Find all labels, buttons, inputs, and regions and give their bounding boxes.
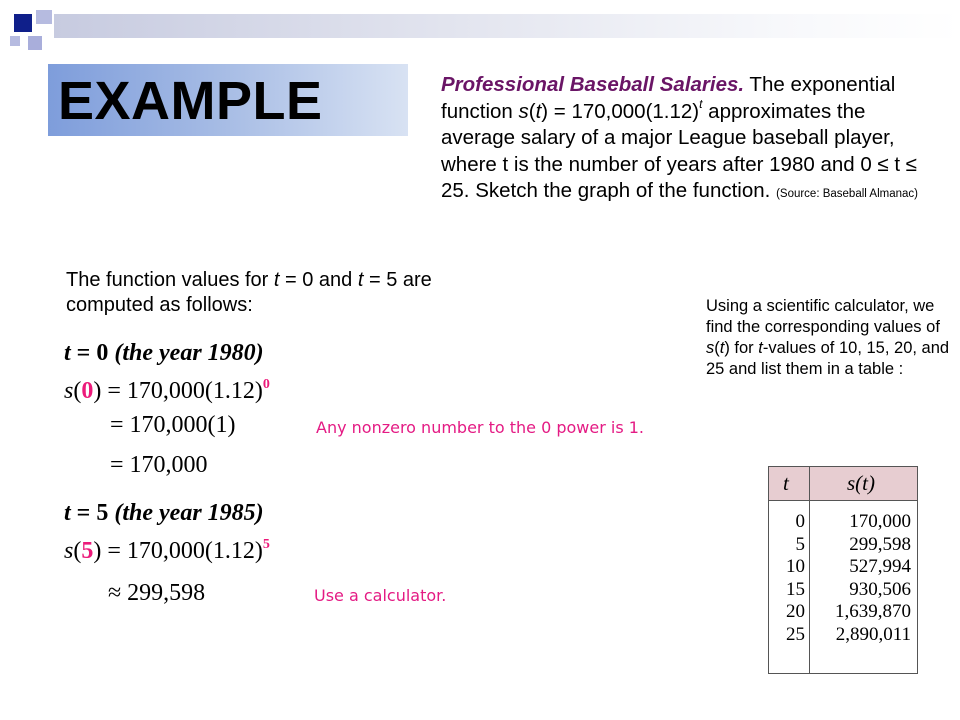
math-line-s0: $s(0) = 170,000(1.12)^0$	[64, 377, 270, 404]
decor-square	[28, 36, 42, 50]
table-header-s: s(t)	[847, 471, 875, 495]
math-arg: 0	[81, 378, 94, 404]
decor-square-navy	[14, 14, 32, 32]
var-t: t	[719, 339, 725, 357]
table-cell-t: 20	[786, 601, 805, 623]
math-note: (the year 1985)	[114, 500, 264, 526]
intro-text	[66, 268, 486, 318]
math-rhs: = 170,000(1.12)	[101, 378, 263, 404]
var-t: t	[273, 269, 280, 291]
math-line-3: = 170,000(1)	[110, 412, 236, 438]
decor-square	[36, 10, 52, 24]
calculator-note: Using a scientific calculator, we find the corresponding values of s(t) for t-values of 10, 15, 20, and 25 and list them in a table :	[706, 297, 950, 378]
annotation-calculator: Use a calculator.	[314, 586, 447, 605]
header-gradient-bar	[54, 14, 960, 38]
math-line-t5	[64, 500, 264, 527]
var-t: t	[535, 99, 542, 123]
table-cell-t: 10	[786, 556, 805, 578]
math-note: (the year 1980)	[114, 340, 264, 366]
source-citation: (Source: Baseball Almanac)	[776, 188, 918, 200]
table-cell-s: 2,890,011	[835, 623, 911, 645]
problem-text: approximates the average salary of a major League baseball player, where t is the number of years after 1980 and 0 ≤ t ≤ 25. Sketch the graph of the function.	[441, 99, 918, 202]
var-s: s	[518, 99, 529, 123]
table-cell-s: 170,000	[849, 511, 911, 532]
math-exponent: 0	[262, 377, 270, 392]
table-divider	[809, 467, 810, 673]
note-part: Using a scientific calculator, we find the corresponding values of	[706, 297, 940, 336]
table-column-t	[769, 511, 805, 647]
note-part: ) for	[724, 339, 759, 357]
table-cell-t: 0	[795, 511, 805, 532]
var-t: t	[357, 269, 364, 291]
var-s: s	[64, 538, 74, 564]
var-t: t	[64, 500, 71, 526]
problem-title: Professional Baseball Salaries.	[441, 73, 745, 96]
math-line-4: = 170,000	[110, 452, 208, 478]
math-line-t0	[64, 340, 264, 367]
var-t: t	[64, 340, 71, 366]
exponent-t: t	[699, 96, 703, 111]
slide-heading: EXAMPLE	[58, 71, 323, 131]
values-table	[768, 466, 918, 674]
math-arg: 5	[81, 538, 94, 564]
annotation-zero-power: Any nonzero number to the 0 power is 1.	[316, 418, 645, 437]
intro-part: = 5 are computed as follows:	[66, 269, 432, 316]
var-t: t	[758, 339, 763, 357]
problem-equation: ) = 170,000(1.12)	[541, 99, 700, 123]
math-eq: = 0	[70, 340, 115, 366]
table-cell-t: 5	[795, 533, 805, 555]
note-part: -values of 10, 15, 20, and 25 and list them in a table :	[706, 339, 950, 378]
table-cell-s: 527,994	[849, 556, 911, 578]
problem-statement: Professional Baseball Salaries. The exponential function $s(t) = 170,000(1.12)^t$ approximates the average salary of a major League baseball player, where t is the number of years after 1980 and 0 ≤ t ≤ 25. Sketch the graph of the function. (Source: Baseball Almanac)	[441, 73, 918, 202]
math-eq: = 5	[70, 500, 115, 526]
decor-square	[10, 36, 20, 46]
table-cell-t: 15	[786, 578, 805, 600]
math-rhs: = 170,000(1.12)	[101, 538, 263, 564]
table-cell-t: 25	[786, 623, 805, 645]
intro-part: The function values for	[66, 269, 274, 291]
table-column-s	[813, 511, 911, 647]
math-exponent: 5	[262, 537, 270, 552]
var-s: s	[64, 378, 74, 404]
table-cell-s: 299,598	[849, 533, 911, 555]
intro-part: = 0 and	[279, 269, 358, 291]
var-s: s	[706, 339, 715, 357]
table-header	[769, 467, 917, 501]
math-line-s5: $s(5) = 170,000(1.12)^5$	[64, 537, 270, 564]
table-cell-s: 1,639,870	[835, 601, 911, 623]
table-cell-s: 930,506	[849, 578, 911, 600]
math-line-7: ≈ 299,598	[108, 580, 206, 606]
problem-text: The exponential function	[441, 73, 896, 123]
table-header-t: t	[783, 471, 789, 495]
